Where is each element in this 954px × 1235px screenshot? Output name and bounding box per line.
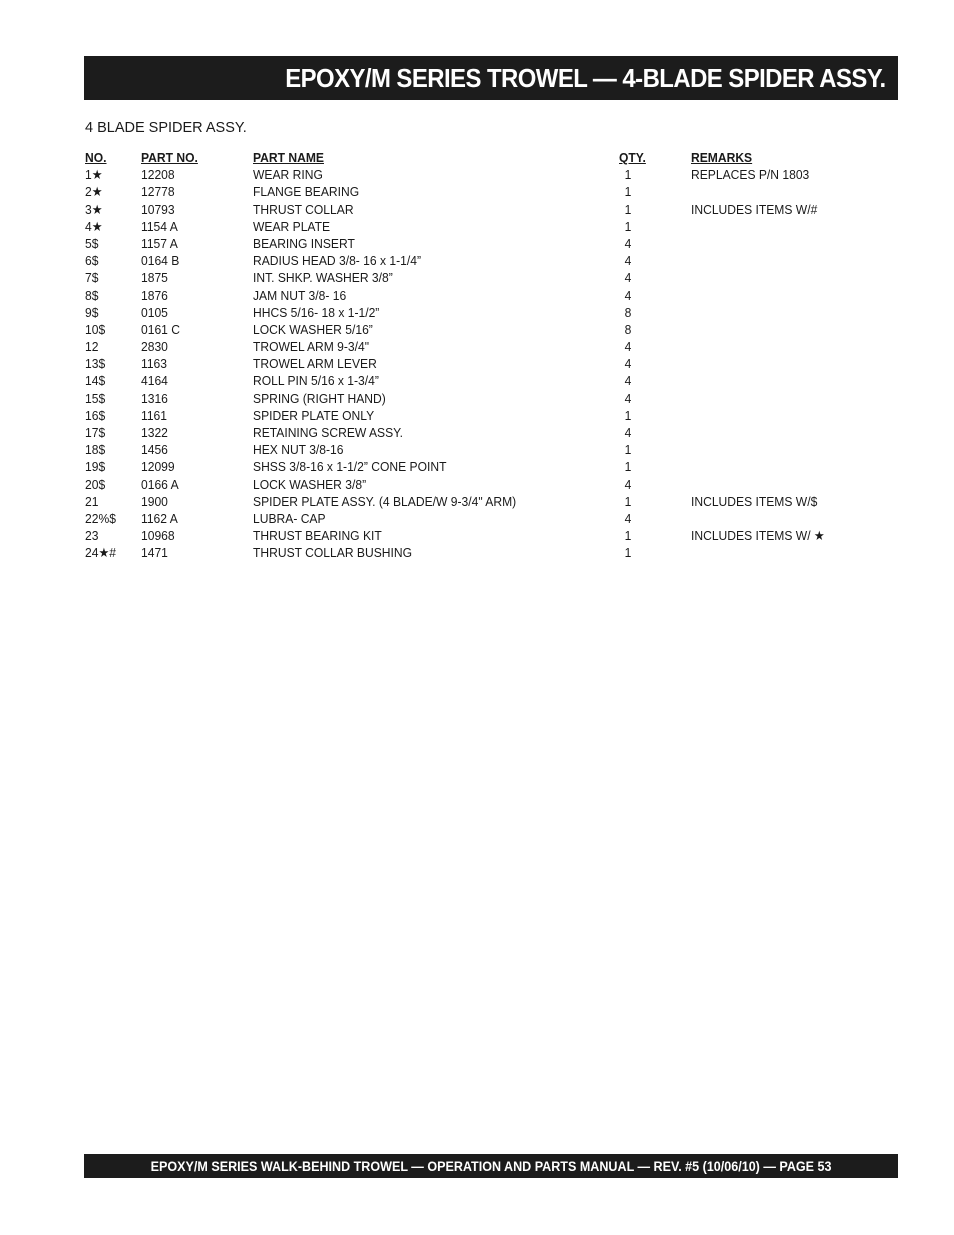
cell-qty: 4 xyxy=(624,510,632,526)
cell-part-no: 1471 xyxy=(141,545,168,561)
table-body xyxy=(85,166,845,561)
cell-no: 17$ xyxy=(85,425,106,440)
cell-qty: 4 xyxy=(624,270,632,286)
cell-part-no: 12208 xyxy=(141,167,175,183)
cell-part-no: 2830 xyxy=(141,339,168,355)
cell-part-name: TROWEL ARM LEVER xyxy=(253,356,377,372)
section-title: 4 BLADE SPIDER ASSY. xyxy=(85,120,247,136)
cell-part-name: LOCK WASHER 5/16” xyxy=(253,321,373,337)
cell-part-no: 1875 xyxy=(141,270,168,286)
cell-qty: 1 xyxy=(624,167,632,183)
cell-part-name: ROLL PIN 5/16 x 1-3/4” xyxy=(253,373,379,389)
cell-part-no: 0166 A xyxy=(141,476,179,492)
cell-no: 14$ xyxy=(85,373,106,389)
cell-part-name: THRUST COLLAR xyxy=(253,201,354,217)
cell-part-name: RETAINING SCREW ASSY. xyxy=(253,425,404,440)
cell-no: 24★# xyxy=(85,545,117,561)
table-row xyxy=(85,235,845,252)
table-row xyxy=(85,544,845,561)
cell-part-name: SPIDER PLATE ASSY. (4 BLADE/W 9-3/4" ARM) xyxy=(253,493,517,509)
table-row xyxy=(85,510,845,527)
cell-part-name: WEAR RING xyxy=(253,167,323,183)
cell-part-name: HEX NUT 3/8-16 xyxy=(253,442,344,458)
table-row xyxy=(85,304,845,321)
cell-qty: 4 xyxy=(624,253,632,269)
table-row xyxy=(85,269,845,286)
column-header-remarks: REMARKS xyxy=(691,150,753,165)
cell-no: 4★ xyxy=(85,218,103,234)
cell-no: 2★ xyxy=(85,184,103,200)
table-row xyxy=(85,458,845,475)
cell-qty: 4 xyxy=(624,287,632,303)
cell-part-no: 0105 xyxy=(141,304,168,320)
cell-part-name: THRUST BEARING KIT xyxy=(253,528,382,544)
cell-no: 22%$ xyxy=(85,510,116,526)
table-row xyxy=(85,218,845,235)
table-row xyxy=(85,493,845,510)
cell-no: 19$ xyxy=(85,459,106,475)
cell-no: 16$ xyxy=(85,407,106,423)
table-row xyxy=(85,321,845,338)
cell-part-name: JAM NUT 3/8- 16 xyxy=(253,287,347,303)
cell-qty: 1 xyxy=(624,201,632,217)
cell-qty: 8 xyxy=(624,321,632,337)
table-row xyxy=(85,372,845,389)
cell-part-no: 0161 C xyxy=(141,321,180,337)
column-header-qty: QTY. xyxy=(619,150,646,165)
table-header-row xyxy=(85,149,845,166)
table-row xyxy=(85,441,845,458)
cell-part-name: WEAR PLATE xyxy=(253,218,331,234)
cell-part-no: 1900 xyxy=(141,493,168,509)
cell-remarks: INCLUDES ITEMS W/# xyxy=(691,201,818,217)
cell-part-name: FLANGE BEARING xyxy=(253,184,360,200)
cell-no: 1★ xyxy=(85,167,103,183)
cell-no: 8$ xyxy=(85,287,99,303)
cell-no: 21 xyxy=(85,493,99,509)
cell-part-name: HHCS 5/16- 18 x 1-1/2” xyxy=(253,304,380,320)
footer-bar xyxy=(84,1154,898,1178)
cell-no: 5$ xyxy=(85,235,99,251)
cell-qty: 1 xyxy=(624,459,632,475)
cell-qty: 4 xyxy=(624,425,632,440)
table-row xyxy=(85,252,845,269)
table-row xyxy=(85,527,845,544)
cell-part-no: 1154 A xyxy=(141,218,178,234)
cell-qty: 4 xyxy=(624,373,632,389)
cell-part-name: LOCK WASHER 3/8” xyxy=(253,476,367,492)
cell-part-name: LUBRA- CAP xyxy=(253,510,326,526)
table-row xyxy=(85,407,845,424)
cell-part-no: 12099 xyxy=(141,459,175,475)
table-row xyxy=(85,183,845,200)
cell-part-name: THRUST COLLAR BUSHING xyxy=(253,545,413,561)
table-row xyxy=(85,338,845,355)
cell-part-name: SHSS 3/8-16 x 1-1/2” CONE POINT xyxy=(253,459,447,475)
cell-no: 3★ xyxy=(85,201,103,217)
table-row xyxy=(85,355,845,372)
cell-part-name: BEARING INSERT xyxy=(253,235,355,251)
cell-part-no: 1163 xyxy=(141,356,168,372)
cell-part-name: SPIDER PLATE ONLY xyxy=(253,407,375,423)
parts-table xyxy=(85,149,845,562)
cell-part-no: 0164 B xyxy=(141,253,180,269)
footer-text: EPOXY/M SERIES WALK-BEHIND TROWEL — OPERATION AND PARTS MANUAL — REV. #5 (10/06/10) — PAGE 53 xyxy=(150,1158,832,1174)
column-header-no: NO. xyxy=(85,150,107,165)
cell-qty: 4 xyxy=(624,339,632,355)
cell-part-no: 1316 xyxy=(141,390,168,406)
cell-qty: 1 xyxy=(624,218,632,234)
cell-no: 15$ xyxy=(85,390,106,406)
cell-qty: 4 xyxy=(624,235,632,251)
cell-qty: 1 xyxy=(624,184,632,200)
cell-remarks: INCLUDES ITEMS W/ ★ xyxy=(691,528,825,544)
cell-no: 12 xyxy=(85,339,99,355)
cell-part-no: 12778 xyxy=(141,184,175,200)
cell-part-no: 1162 A xyxy=(141,510,178,526)
cell-part-name: TROWEL ARM 9-3/4" xyxy=(253,339,370,355)
page-title: EPOXY/M SERIES TROWEL — 4-BLADE SPIDER ASSY. xyxy=(285,62,886,93)
cell-part-no: 1322 xyxy=(141,425,168,440)
cell-part-name: SPRING (RIGHT HAND) xyxy=(253,390,386,406)
table-row xyxy=(85,390,845,407)
cell-remarks: INCLUDES ITEMS W/$ xyxy=(691,493,818,509)
table-row xyxy=(85,424,845,441)
table-row xyxy=(85,166,845,183)
cell-qty: 1 xyxy=(624,528,632,544)
cell-no: 9$ xyxy=(85,304,99,320)
cell-part-no: 1161 xyxy=(141,407,168,423)
cell-part-name: RADIUS HEAD 3/8- 16 x 1-1/4” xyxy=(253,253,421,269)
table-row xyxy=(85,476,845,493)
cell-qty: 4 xyxy=(624,356,632,372)
cell-qty: 1 xyxy=(624,442,632,458)
cell-part-no: 1876 xyxy=(141,287,168,303)
cell-no: 13$ xyxy=(85,356,106,372)
cell-no: 18$ xyxy=(85,442,106,458)
cell-no: 6$ xyxy=(85,253,99,269)
table-row xyxy=(85,201,845,218)
cell-no: 23 xyxy=(85,528,99,544)
cell-qty: 4 xyxy=(624,476,632,492)
table-row xyxy=(85,287,845,304)
cell-part-no: 10968 xyxy=(141,528,175,544)
cell-qty: 4 xyxy=(624,390,632,406)
cell-part-no: 1456 xyxy=(141,442,168,458)
cell-remarks: REPLACES P/N 1803 xyxy=(691,167,810,183)
cell-part-no: 1157 A xyxy=(141,235,178,251)
column-header-part-no: PART NO. xyxy=(141,150,198,165)
cell-no: 7$ xyxy=(85,270,99,286)
cell-no: 20$ xyxy=(85,476,106,492)
cell-qty: 1 xyxy=(624,545,632,561)
page-title-bar xyxy=(84,56,898,100)
cell-part-no: 4164 xyxy=(141,373,168,389)
cell-qty: 1 xyxy=(624,407,632,423)
cell-no: 10$ xyxy=(85,321,106,337)
column-header-part-name: PART NAME xyxy=(253,150,324,165)
cell-qty: 1 xyxy=(624,493,632,509)
cell-qty: 8 xyxy=(624,304,632,320)
cell-part-no: 10793 xyxy=(141,201,175,217)
cell-part-name: INT. SHKP. WASHER 3/8” xyxy=(253,270,393,286)
